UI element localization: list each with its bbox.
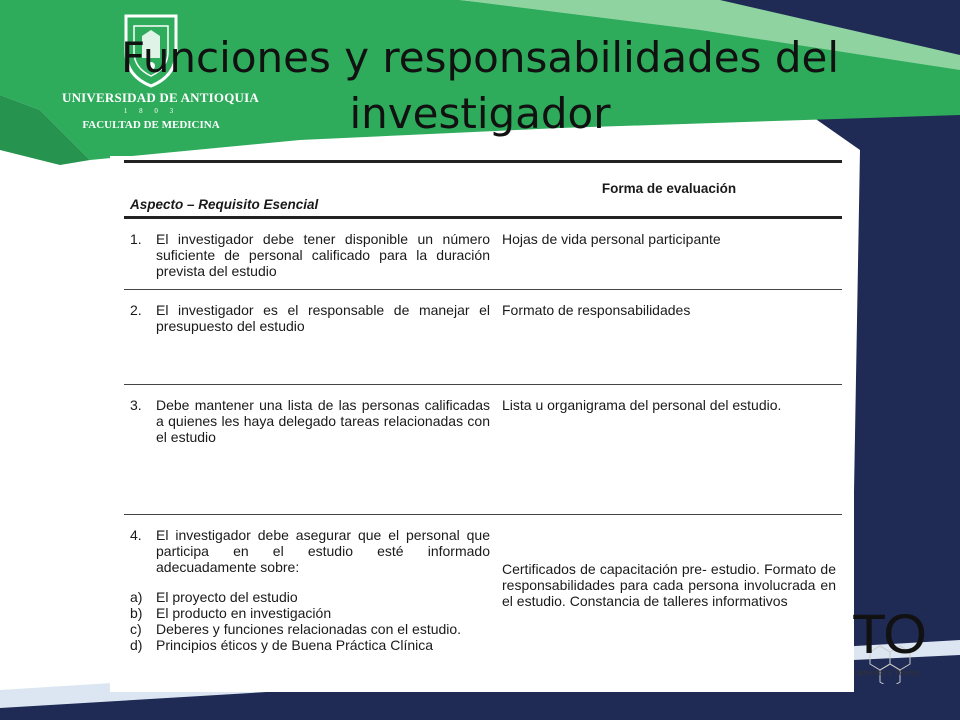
evaluation-cell: Formato de responsabilidades	[502, 302, 691, 318]
university-year: 1 8 0 3	[123, 107, 179, 115]
evaluation-cell: Certificados de capacitación pre- estudio. Formato de responsabilidades para cada persona involucrada en el estudio. Constancia de talleres informativos	[502, 561, 836, 609]
aspect-text: El investigador debe tener disponible un número suficiente de personal calificado para la duración prevista del estudio	[156, 231, 490, 279]
table-row	[124, 385, 842, 515]
aspect-text: Debe mantener una lista de las personas calificadas a quienes les haya delegado tareas relacionadas con el estudio	[156, 397, 490, 445]
table-row	[124, 290, 842, 385]
university-name: UNIVERSIDAD DE ANTIOQUIA	[62, 90, 259, 105]
sub-letter: b)	[130, 605, 143, 621]
sub-text: El producto en investigación	[156, 605, 332, 621]
table-row	[124, 515, 842, 691]
sub-list	[130, 589, 490, 653]
sub-letter: a)	[130, 589, 143, 605]
list-item	[130, 605, 490, 621]
aspect-text: El investigador es el responsable de manejar el presupuesto del estudio	[156, 302, 490, 334]
sub-text: El proyecto del estudio	[156, 589, 298, 605]
sub-letter: d)	[130, 637, 143, 653]
row-number: 2.	[130, 302, 142, 318]
evaluation-cell: Lista u organigrama del personal del estudio.	[502, 397, 782, 413]
requirements-table	[124, 160, 842, 691]
table-row	[124, 218, 842, 290]
row-number: 4.	[130, 527, 142, 543]
aspect-cell	[124, 218, 496, 290]
sub-text: Deberes y funciones relacionadas con el estudio.	[156, 621, 462, 637]
faculty-name: FACULTAD DE MEDICINA	[82, 119, 220, 131]
aspect-cell	[124, 290, 496, 385]
aspect-cell	[124, 385, 496, 515]
brand-logo	[850, 604, 950, 684]
list-item	[130, 621, 490, 637]
document-image	[110, 156, 854, 692]
row-number: 3.	[130, 397, 142, 413]
sub-text: Principios éticos y de Buena Práctica Clínica	[156, 637, 434, 653]
brand-letters: TO	[852, 602, 925, 665]
table-header-row	[124, 162, 842, 218]
sub-letter: c)	[130, 621, 142, 637]
list-item	[130, 637, 490, 653]
header-aspect: Aspecto – Requisito Esencial	[130, 197, 319, 212]
aspect-text: El investigador debe asegurar que el personal que participa en el estudio esté informado adecuadamente sobre:	[156, 527, 490, 575]
evaluation-cell: Hojas de vida personal participante	[502, 231, 721, 247]
slide-title: Funciones y responsabilidades del investigador	[120, 33, 840, 138]
aspect-cell	[124, 515, 496, 691]
header-evaluation: Forma de evaluación	[601, 181, 737, 196]
list-item	[130, 589, 490, 605]
brand-subtitle: camentos y Tóxicos	[854, 668, 921, 677]
row-number: 1.	[130, 231, 142, 247]
